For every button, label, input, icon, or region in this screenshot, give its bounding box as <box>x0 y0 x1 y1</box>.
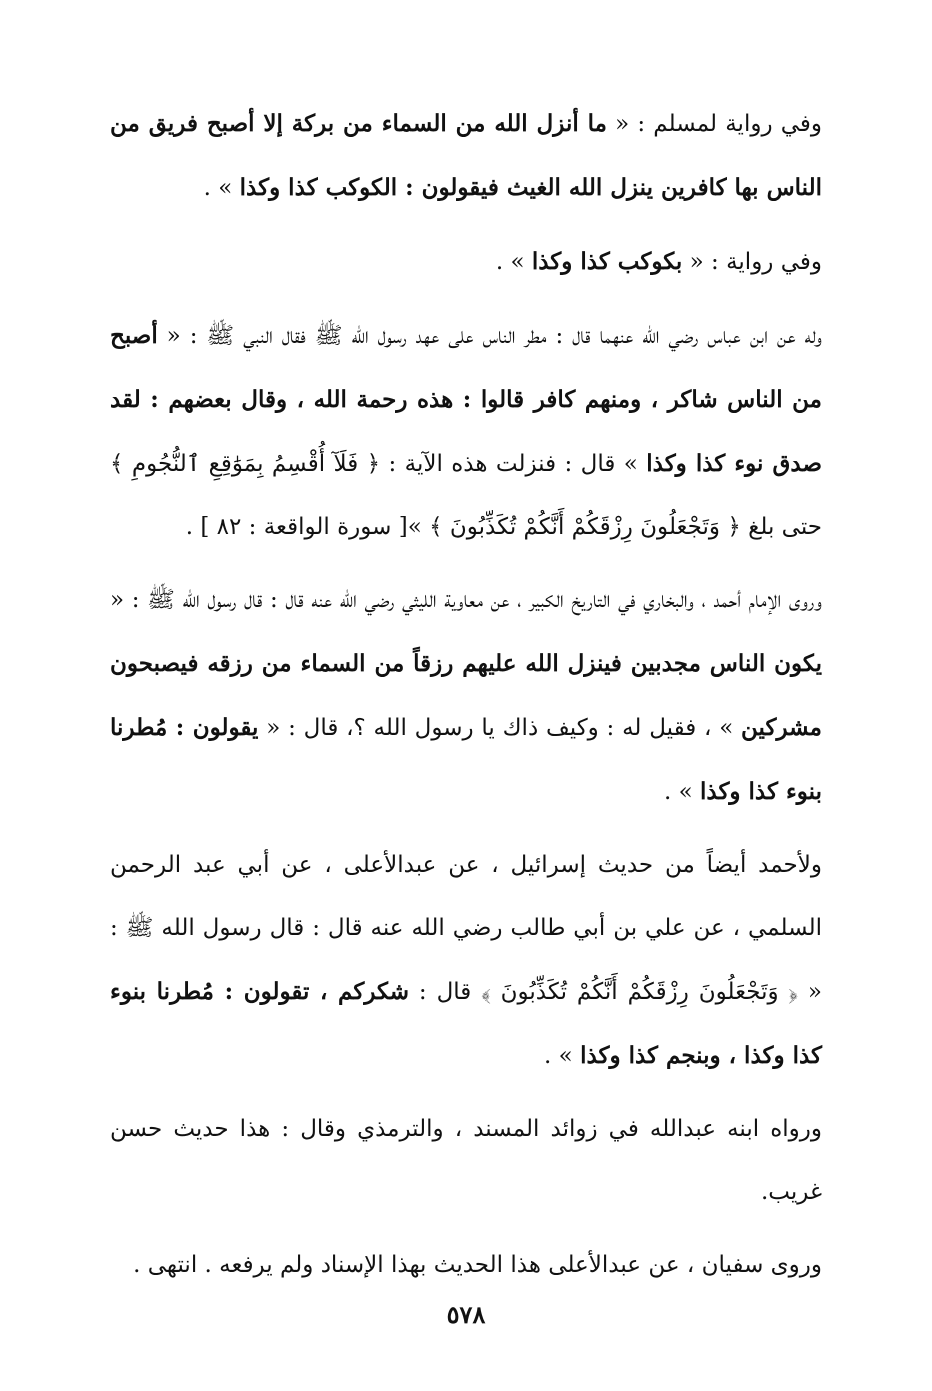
text-run: » قال : فنزلت هذه الآية : ﴿ فَلَآ أُقْسِمُ بِمَوَٰقِعِ ٱلنُّجُومِ ﴾ حتى بلغ ﴿ وَتَجْعَلُونَ رِزْقَكُمْ أَنَّكُمْ تُكَذِّبُونَ ﴾ »[ سورة الواقعة : ٨٢ ] . <box>110 451 822 540</box>
paragraph-ibn-abbas <box>110 304 822 559</box>
hadith-quote: يكون الناس مجدبين فينزل الله عليهم رزقاً من السماء من رزقه فيصبحون مشركين <box>110 650 822 741</box>
hadith-quote: يقولون : مُطرنا بنوء كذا وكذا <box>110 714 822 805</box>
page-body <box>110 92 822 1297</box>
paragraph-sufyan <box>110 1234 822 1297</box>
text-run: وفي رواية : « <box>682 249 822 275</box>
text-run: ولأحمد أيضاً من حديث إسرائيل ، عن عبدالأعلى ، عن أبي عبد الرحمن السلمي ، عن علي بن أبي طالب رضي الله عنه قال : قال رسول الله ﷺ : « ﴿ وَتَجْعَلُونَ رِزْقَكُمْ أَنَّكُمْ تُكَذِّبُونَ ﴾ قال : <box>110 852 822 1005</box>
paragraph-another-narration <box>110 230 822 294</box>
text-run: » ، فقيل له : وكيف ذاك يا رسول الله ؟، قال : « <box>258 715 742 741</box>
hadith-quote: ما أنزل الله من السماء من بركة إلا أصبح فريق من الناس بها كافرين ينزل الله الغيث فيقولون : الكوكب كذا وكذا <box>110 110 822 201</box>
text-run: » . <box>663 779 700 805</box>
paragraph-muslim-narration <box>110 92 822 220</box>
hadith-quote: أصبح من الناس شاكر ، ومنهم كافر قالوا : هذه رحمة الله ، وقال بعضهم : لقد صدق نوء كذا وكذا <box>110 322 822 477</box>
paragraph-tirmidhi <box>110 1098 822 1224</box>
text-run: وروى سفيان ، عن عبدالأعلى هذا الحديث بهذا الإسناد ولم يرفعه . انتهى . <box>133 1252 822 1278</box>
paragraph-ahmad-israil <box>110 834 822 1088</box>
text-run: وفي رواية لمسلم : « <box>606 111 822 137</box>
page-number: ٥٧٨ <box>446 1300 486 1329</box>
text-run: » . <box>203 175 240 201</box>
hadith-quote: شكركم ، تقولون : مُطرنا بنوء كذا وكذا ، وبنجم كذا وكذا <box>110 978 822 1069</box>
text-run: ورواه ابنه عبدالله في زوائد المسند ، والترمذي وقال : هذا حديث حسن غريب. <box>110 1116 822 1205</box>
paragraph-ahmad-bukhari <box>110 569 822 824</box>
text-run: » . <box>495 249 532 275</box>
text-run: وروى الإمام أحمد ، والبخاري في التاريخ الكبير ، عن معاوية الليثي رضي الله عنه قال : قال رسول الله ﷺ : « <box>110 587 822 613</box>
text-run: وله عن ابن عباس رضي الله عنهما قال : مطر الناس على عهد رسول الله ﷺ فقال النبي ﷺ : « <box>157 323 822 349</box>
hadith-quote: بكوكب كذا وكذا <box>531 248 683 275</box>
text-run: » . <box>544 1043 581 1069</box>
